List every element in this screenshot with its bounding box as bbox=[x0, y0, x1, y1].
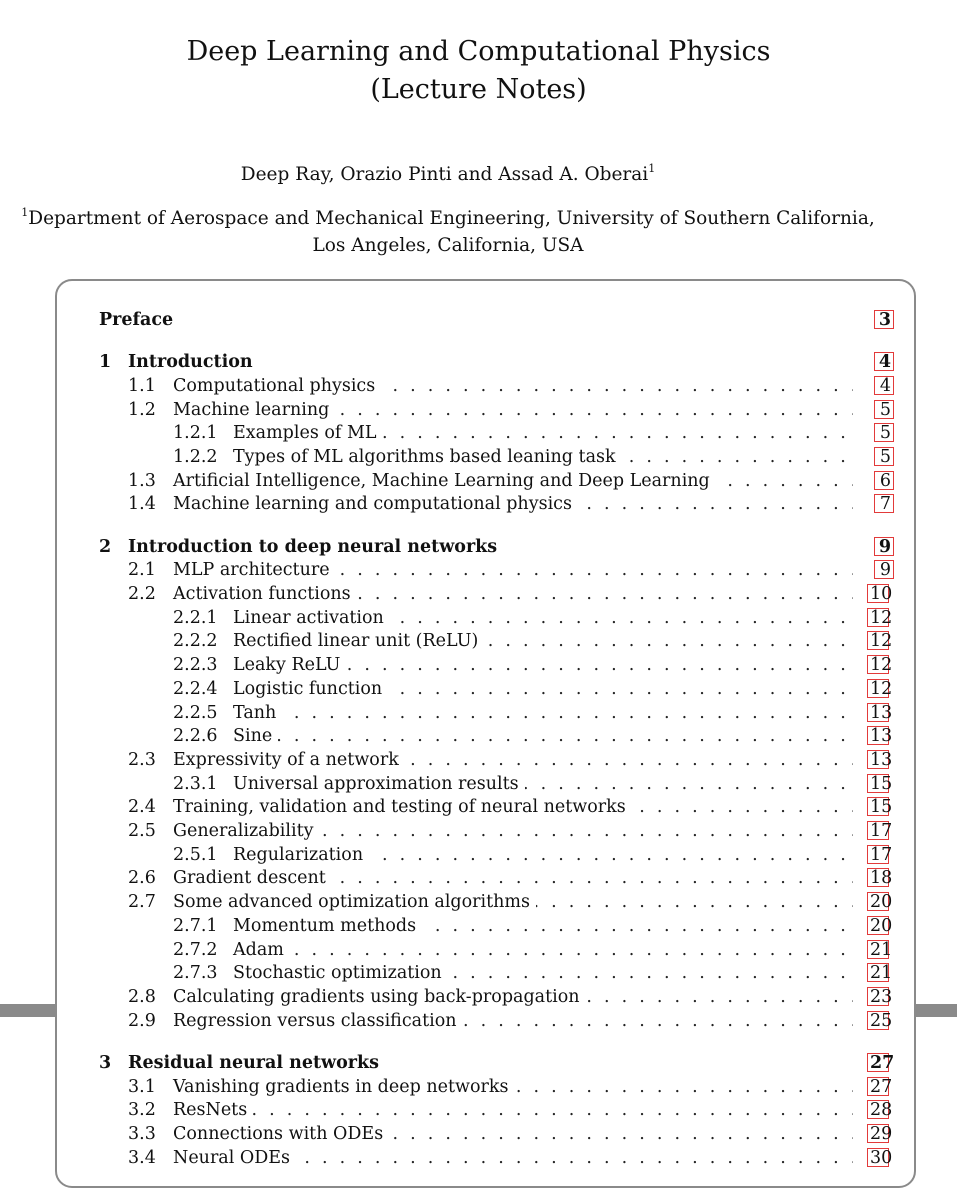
toc-chapter-entry[interactable] bbox=[57, 309, 893, 333]
toc-section-entry[interactable] bbox=[57, 399, 893, 423]
toc-section-entry[interactable] bbox=[57, 820, 893, 844]
viewer-scroll-bar-right bbox=[914, 1004, 957, 1017]
toc-entry-title[interactable]: Regression versus classification bbox=[173, 1011, 463, 1031]
toc-entry-title[interactable]: Calculating gradients using back-propagation bbox=[173, 987, 586, 1007]
toc-entry-number: 2.4 bbox=[128, 797, 156, 818]
toc-section-entry[interactable] bbox=[57, 939, 893, 963]
toc-entry-number: 2.3.1 bbox=[173, 773, 218, 794]
toc-entry-number: 2 bbox=[99, 536, 112, 557]
toc-page-link[interactable]: 21 bbox=[867, 940, 889, 959]
toc-page-link[interactable]: 28 bbox=[867, 1100, 889, 1119]
table-of-contents bbox=[55, 279, 916, 1188]
toc-section-entry[interactable] bbox=[57, 702, 893, 726]
toc-section-entry[interactable] bbox=[57, 962, 893, 986]
toc-page-link[interactable]: 29 bbox=[867, 1124, 889, 1143]
toc-entry-number: 2.7.1 bbox=[173, 915, 218, 936]
toc-entry-title[interactable]: Connections with ODEs bbox=[173, 1124, 389, 1144]
toc-entry-title[interactable]: Stochastic optimization bbox=[233, 963, 448, 983]
toc-page-link[interactable]: 4 bbox=[874, 352, 894, 371]
affiliation bbox=[0, 205, 896, 259]
toc-entry-number: 2.8 bbox=[128, 986, 156, 1007]
toc-page-link[interactable]: 18 bbox=[867, 868, 889, 887]
toc-page-link[interactable]: 12 bbox=[867, 608, 889, 627]
toc-entry-number: 2.2 bbox=[128, 584, 156, 604]
toc-entry-number: 1.2 bbox=[128, 399, 156, 420]
toc-page-link[interactable]: 23 bbox=[867, 987, 889, 1006]
toc-chapter-entry[interactable] bbox=[57, 1052, 893, 1076]
viewer-scroll-bar-left bbox=[0, 1004, 58, 1017]
toc-page-link[interactable]: 15 bbox=[867, 774, 889, 793]
toc-section-entry[interactable] bbox=[57, 725, 893, 749]
toc-page-link[interactable]: 3 bbox=[874, 310, 894, 329]
toc-entry-title[interactable]: Adam bbox=[233, 940, 290, 960]
toc-page-link[interactable]: 4 bbox=[874, 376, 894, 395]
toc-section-entry[interactable] bbox=[57, 773, 893, 797]
author-names: Deep Ray, Orazio Pinti and Assad A. Oberai bbox=[240, 164, 649, 185]
toc-entry-number: 1.2.1 bbox=[173, 423, 218, 444]
toc-page-link[interactable]: 12 bbox=[867, 631, 889, 650]
toc-entry-title[interactable]: Training, validation and testing of neural networks bbox=[173, 797, 632, 817]
toc-section-entry[interactable] bbox=[57, 654, 893, 678]
toc-section-entry[interactable] bbox=[57, 867, 893, 891]
toc-entry-number: 2.5.1 bbox=[173, 844, 218, 865]
toc-entry-title[interactable]: Rectified linear unit (ReLU) bbox=[233, 631, 484, 651]
toc-entry-number: 1.1 bbox=[128, 375, 156, 396]
toc-section-entry[interactable] bbox=[57, 844, 893, 868]
authors bbox=[0, 160, 896, 190]
toc-section-entry[interactable] bbox=[57, 1147, 893, 1171]
author-affiliation-marker: 1 bbox=[648, 161, 656, 175]
toc-entry-title[interactable]: Introduction to deep neural networks bbox=[128, 537, 503, 557]
toc-chapter-entry[interactable] bbox=[57, 536, 893, 560]
toc-entry-number: 1.4 bbox=[128, 494, 156, 515]
toc-entry-number: 2.1 bbox=[128, 560, 156, 581]
toc-entry-title[interactable]: Machine learning bbox=[173, 400, 335, 420]
toc-entry-title[interactable]: Residual neural networks bbox=[128, 1053, 385, 1073]
title-line-2: (Lecture Notes) bbox=[370, 74, 587, 105]
dot-leader bbox=[241, 702, 853, 726]
toc-entry-title[interactable]: Regularization bbox=[233, 845, 369, 865]
toc-entry-title[interactable]: Universal approximation results bbox=[233, 774, 525, 794]
toc-page-link[interactable]: 21 bbox=[867, 963, 889, 982]
toc-entry-title[interactable]: Generalizability bbox=[173, 821, 320, 841]
toc-page-link[interactable]: 13 bbox=[867, 726, 889, 745]
toc-entry-title[interactable]: Tanh bbox=[233, 703, 282, 723]
affiliation-line-1: Department of Aerospace and Mechanical Engineering, University of Southern California, bbox=[28, 208, 875, 229]
toc-section-entry[interactable] bbox=[57, 1099, 893, 1123]
toc-entry-number: 1.2.2 bbox=[173, 447, 218, 467]
toc-entry-title[interactable]: Gradient descent bbox=[173, 868, 332, 888]
toc-page-link[interactable]: 5 bbox=[874, 447, 894, 466]
toc-page-link[interactable]: 9 bbox=[874, 537, 894, 556]
toc-entry-title[interactable]: MLP architecture bbox=[173, 560, 336, 580]
toc-entry-number: 3.2 bbox=[128, 1100, 156, 1121]
toc-entry-number: 2.2.5 bbox=[173, 702, 218, 723]
toc-section-entry[interactable] bbox=[57, 678, 893, 702]
toc-entry-title[interactable]: Neural ODEs bbox=[173, 1148, 296, 1168]
toc-section-entry[interactable] bbox=[57, 1076, 893, 1100]
toc-section-entry[interactable] bbox=[57, 630, 893, 654]
toc-entry-number: 2.5 bbox=[128, 821, 156, 841]
toc-entry-number: 3.1 bbox=[128, 1076, 156, 1097]
toc-entry-title[interactable]: Activation functions bbox=[173, 584, 357, 604]
toc-section-entry[interactable] bbox=[57, 891, 893, 915]
toc-entry-title[interactable]: Computational physics bbox=[173, 376, 381, 396]
toc-entry-title[interactable]: Vanishing gradients in deep networks bbox=[173, 1077, 514, 1097]
toc-entry-title[interactable]: Some advanced optimization algorithms bbox=[173, 892, 536, 912]
toc-page-link[interactable]: 10 bbox=[867, 584, 889, 603]
dot-leader bbox=[241, 725, 853, 749]
toc-section-entry[interactable] bbox=[57, 986, 893, 1010]
toc-section-entry[interactable] bbox=[57, 796, 893, 820]
toc-section-entry[interactable] bbox=[57, 749, 893, 773]
toc-section-entry[interactable] bbox=[57, 559, 893, 583]
toc-page-link[interactable]: 20 bbox=[867, 892, 889, 911]
toc-page-link[interactable]: 9 bbox=[874, 560, 894, 579]
toc-entry-number: 2.2.2 bbox=[173, 631, 218, 652]
toc-page-link[interactable]: 12 bbox=[867, 655, 889, 674]
toc-entry-number: 2.7.3 bbox=[173, 963, 218, 984]
toc-section-entry[interactable] bbox=[57, 422, 893, 446]
toc-entry-title[interactable]: Momentum methods bbox=[233, 916, 422, 936]
toc-entry-number: 3 bbox=[99, 1052, 112, 1073]
document-title bbox=[0, 33, 957, 109]
toc-section-entry[interactable] bbox=[57, 607, 893, 631]
title-line-1: Deep Learning and Computational Physics bbox=[186, 36, 771, 67]
toc-page-link[interactable]: 12 bbox=[867, 679, 889, 698]
toc-page-link[interactable]: 25 bbox=[867, 1011, 889, 1030]
toc-page-link[interactable]: 20 bbox=[867, 916, 889, 935]
toc-page-link[interactable]: 17 bbox=[867, 845, 889, 864]
toc-section-entry[interactable] bbox=[57, 1123, 893, 1147]
toc-chapter-entry[interactable] bbox=[57, 351, 893, 375]
toc-entry-number: 2.7.2 bbox=[173, 939, 218, 960]
toc-entry-number: 2.7 bbox=[128, 892, 156, 913]
toc-entry-number: 1 bbox=[99, 352, 112, 373]
toc-page-link[interactable]: 7 bbox=[874, 494, 894, 513]
toc-entry-number: 2.6 bbox=[128, 868, 156, 889]
toc-entry-title[interactable]: Machine learning and computational physics bbox=[173, 494, 578, 514]
toc-entry-number: 3.4 bbox=[128, 1147, 156, 1168]
toc-section-entry[interactable] bbox=[57, 493, 893, 517]
toc-page-link[interactable]: 17 bbox=[867, 821, 889, 840]
toc-page-link[interactable]: 15 bbox=[867, 797, 889, 816]
toc-page-link[interactable]: 13 bbox=[867, 750, 889, 769]
toc-section-entry[interactable] bbox=[57, 446, 893, 470]
toc-page-link[interactable]: 5 bbox=[874, 400, 894, 419]
toc-entry-title[interactable]: Leaky ReLU bbox=[233, 655, 346, 675]
toc-entry-title[interactable]: Linear activation bbox=[233, 608, 390, 628]
dot-leader bbox=[241, 939, 853, 963]
toc-page-link[interactable]: 6 bbox=[874, 471, 894, 490]
toc-entry-number: 2.2.3 bbox=[173, 655, 218, 676]
toc-entry-number: 2.2.1 bbox=[173, 607, 218, 628]
toc-entry-title[interactable]: Types of ML algorithms based leaning task bbox=[233, 447, 622, 467]
toc-page-link[interactable]: 5 bbox=[874, 423, 894, 442]
dot-leader bbox=[181, 1099, 853, 1123]
toc-entry-title[interactable]: Expressivity of a network bbox=[173, 750, 405, 770]
toc-entry-number: 2.3 bbox=[128, 749, 156, 770]
toc-entry-title[interactable]: Logistic function bbox=[233, 679, 388, 699]
toc-entry-number: 3.3 bbox=[128, 1123, 156, 1144]
affiliation-marker: 1 bbox=[21, 205, 29, 219]
toc-entry-number: 2.2.4 bbox=[173, 678, 218, 699]
toc-entry-title[interactable]: Examples of ML bbox=[233, 423, 383, 443]
toc-entry-title[interactable]: ResNets bbox=[173, 1100, 253, 1120]
toc-section-entry[interactable] bbox=[57, 583, 893, 607]
toc-page-link[interactable]: 13 bbox=[867, 703, 889, 722]
toc-section-entry[interactable] bbox=[57, 470, 893, 494]
toc-entry-title[interactable]: Preface bbox=[99, 310, 179, 330]
toc-entry-number: 2.9 bbox=[128, 1010, 156, 1031]
toc-section-entry[interactable] bbox=[57, 375, 893, 399]
toc-entry-title[interactable]: Sine bbox=[233, 726, 278, 746]
toc-entry-title[interactable]: Artificial Intelligence, Machine Learning and Deep Learning bbox=[173, 471, 716, 491]
toc-section-entry[interactable] bbox=[57, 1010, 893, 1034]
toc-entry-title[interactable]: Introduction bbox=[128, 352, 259, 372]
toc-entry-number: 2.2.6 bbox=[173, 726, 218, 747]
toc-page-link[interactable]: 27 bbox=[867, 1077, 889, 1096]
toc-page-link[interactable]: 27 bbox=[867, 1053, 889, 1072]
toc-page-link[interactable]: 30 bbox=[867, 1148, 889, 1167]
affiliation-line-2: Los Angeles, California, USA bbox=[312, 235, 584, 256]
toc-section-entry[interactable] bbox=[57, 915, 893, 939]
toc-entry-number: 1.3 bbox=[128, 470, 156, 491]
